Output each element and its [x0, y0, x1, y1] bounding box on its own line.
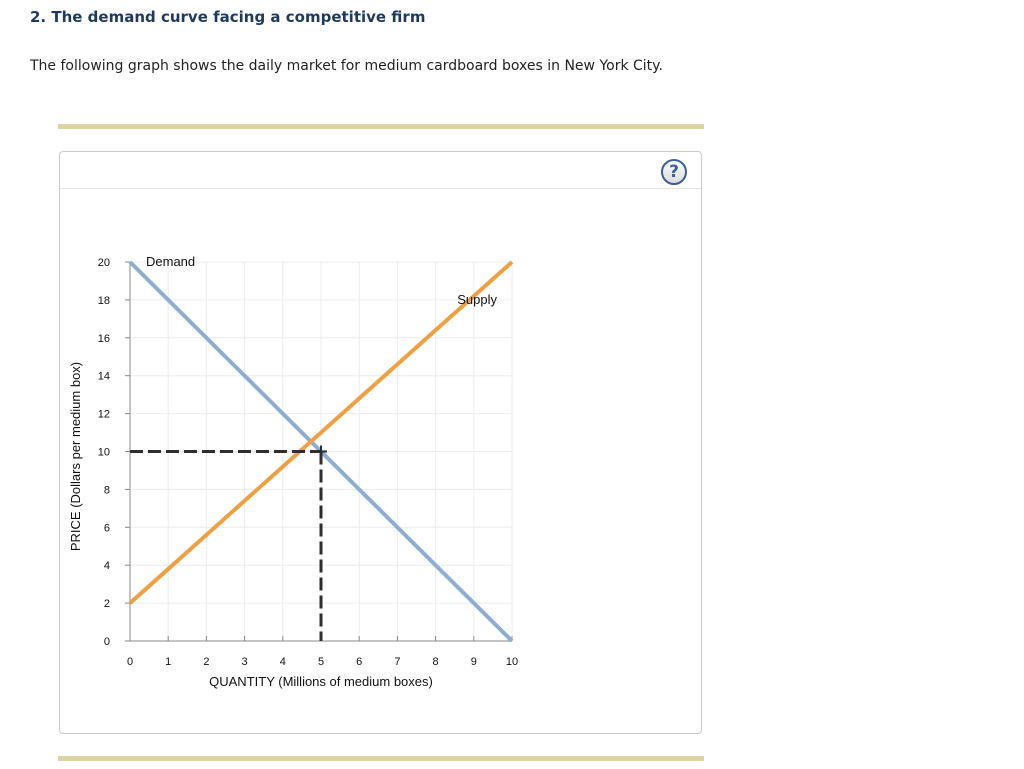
x-tick-label: 10	[505, 656, 519, 668]
y-tick-label: 12	[97, 408, 110, 421]
bottom-divider	[58, 756, 704, 761]
y-tick-label: 6	[103, 522, 110, 535]
y-tick-label: 14	[97, 370, 110, 383]
y-tick-label: 18	[97, 294, 110, 307]
y-tick-label: 16	[97, 332, 110, 345]
x-tick-label: 5	[317, 656, 325, 668]
supply-label: Supply	[457, 291, 497, 307]
demand-label: Demand	[146, 254, 196, 269]
x-axis-label: QUANTITY (Millions of medium boxes)	[209, 674, 433, 689]
y-tick-label: 10	[97, 446, 110, 459]
x-tick-label: 0	[126, 656, 134, 668]
x-tick-label: 2	[203, 656, 210, 668]
y-tick-label: 4	[103, 560, 110, 573]
x-tick-label: 6	[356, 656, 363, 668]
y-tick-label: 2	[103, 598, 110, 611]
x-tick-label: 8	[432, 656, 439, 668]
y-tick-label: 8	[103, 484, 110, 497]
x-tick-label: 3	[241, 656, 248, 668]
ticks	[98, 257, 518, 668]
question-heading: 2. The demand curve facing a competitive firm	[30, 8, 426, 26]
x-tick-label: 7	[394, 656, 401, 668]
x-tick-label: 9	[470, 656, 477, 668]
x-tick-label: 1	[165, 656, 172, 668]
question-intro: The following graph shows the daily market for medium cardboard boxes in New York City.	[30, 58, 663, 74]
equilibrium-guides	[130, 446, 327, 642]
y-tick-label: 20	[97, 257, 110, 269]
y-tick-label: 0	[103, 636, 110, 648]
x-tick-label: 4	[279, 656, 286, 668]
help-icon[interactable]: ?	[661, 159, 687, 185]
y-axis-label: PRICE (Dollars per medium box)	[68, 361, 83, 552]
